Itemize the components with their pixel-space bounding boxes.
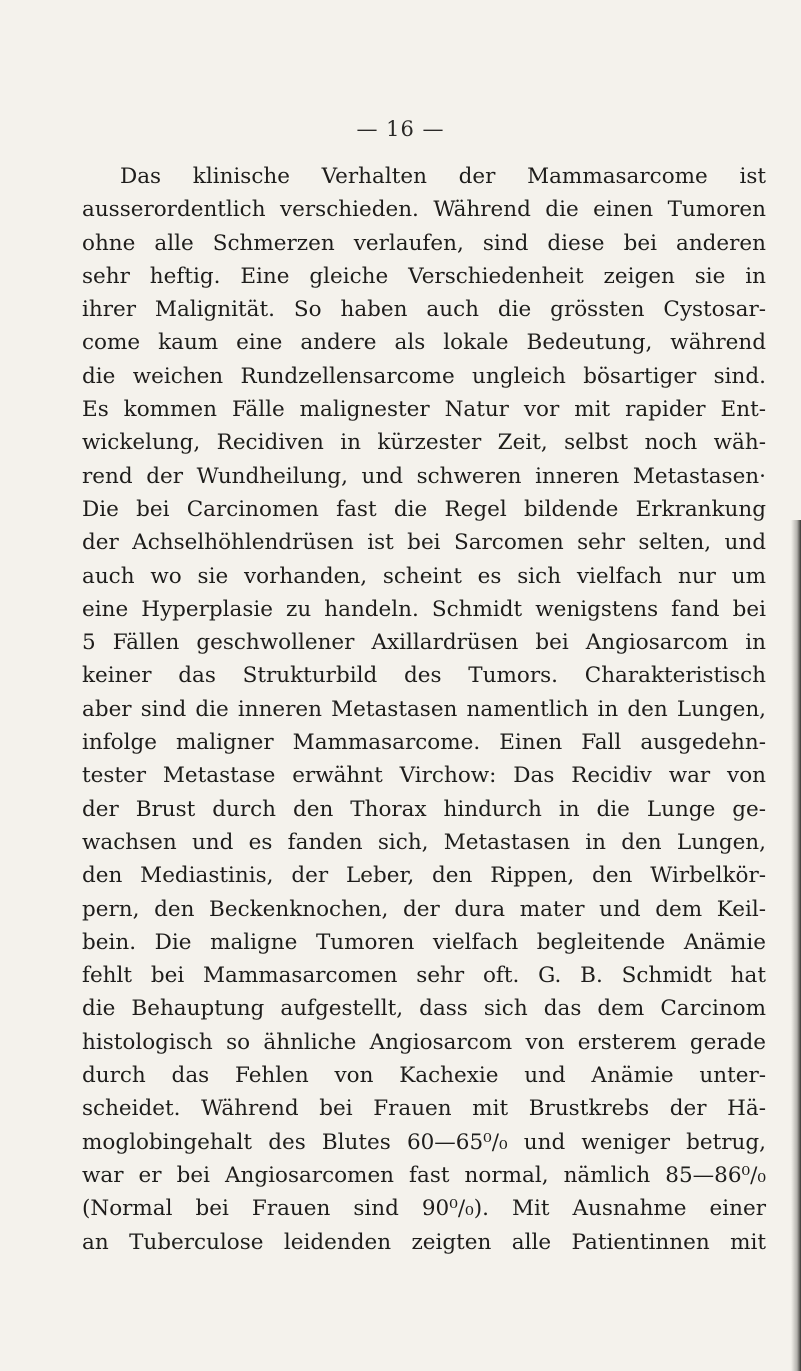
text-line: infolge maligner Mammasarcome. Einen Fall ausgedehn- [82, 730, 766, 756]
page-number: — 16 — [356, 117, 445, 141]
text-line: histologisch so ähnliche Angiosarcom von ersterem gerade [82, 1029, 766, 1055]
text-line: bein. Die maligne Tumoren vielfach begleitende Anämie [82, 929, 766, 955]
text-line: 5 Fällen geschwollener Axillardrüsen bei Angiosarcom in [82, 630, 766, 656]
text-line: pern, den Beckenknochen, der dura mater und dem Keil- [82, 896, 766, 922]
text-line: ohne alle Schmerzen verlaufen, sind diese bei anderen [82, 230, 766, 256]
text-line: die Behauptung aufgestellt, dass sich das dem Carcinom [82, 996, 766, 1022]
text-line: wickelung, Recidiven in kürzester Zeit, selbst noch wäh- [82, 430, 766, 456]
text-line: sehr heftig. Eine gleiche Verschiedenheit zeigen sie in [82, 263, 766, 289]
text-line: fehlt bei Mammasarcomen sehr oft. G. B. Schmidt hat [82, 963, 766, 989]
text-line: ausserordentlich verschieden. Während die einen Tumoren [82, 197, 766, 223]
text-line: auch wo sie vorhanden, scheint es sich vielfach nur um [82, 563, 766, 589]
text-line: eine Hyperplasie zu handeln. Schmidt wenigstens fand bei [82, 596, 766, 622]
text-line: scheidet. Während bei Frauen mit Brustkrebs der Hä- [82, 1096, 766, 1122]
text-line: der Achselhöhlendrüsen ist bei Sarcomen sehr selten, und [82, 530, 766, 556]
text-line: den Mediastinis, der Leber, den Rippen, den Wirbelkör- [82, 863, 766, 889]
scan-shadow-edge [791, 520, 801, 1371]
text-line: Die bei Carcinomen fast die Regel bildende Erkrankung [82, 496, 766, 522]
text-line: tester Metastase erwähnt Virchow: Das Recidiv war von [82, 763, 766, 789]
text-line: an Tuberculose leidenden zeigten alle Patientinnen mit [82, 1229, 766, 1255]
text-line: rend der Wundheilung, und schweren inneren Metastasen· [82, 463, 766, 489]
text-line: (Normal bei Frauen sind 90⁰/₀). Mit Ausnahme einer [82, 1196, 766, 1222]
text-line: Es kommen Fälle malignester Natur vor mit rapider Ent- [82, 397, 766, 423]
text-line: Das klinische Verhalten der Mammasarcome ist [120, 164, 766, 189]
text-line: moglobingehalt des Blutes 60—65⁰/₀ und weniger betrug, [82, 1129, 766, 1155]
body-paragraph [82, 160, 766, 1259]
text-line: come kaum eine andere als lokale Bedeutung, während [82, 330, 766, 356]
text-line: die weichen Rundzellensarcome ungleich bösartiger sind. [82, 363, 766, 389]
text-line: durch das Fehlen von Kachexie und Anämie unter- [82, 1063, 766, 1089]
text-line: ihrer Malignität. So haben auch die grössten Cystosar- [82, 297, 766, 323]
text-line: war er bei Angiosarcomen fast normal, nämlich 85—86⁰/₀ [82, 1162, 766, 1188]
text-line: der Brust durch den Thorax hindurch in die Lunge ge- [82, 796, 766, 822]
text-line: aber sind die inneren Metastasen namentlich in den Lungen, [82, 696, 766, 722]
text-line: keiner das Strukturbild des Tumors. Charakteristisch [82, 663, 766, 689]
text-line: wachsen und es fanden sich, Metastasen in den Lungen, [82, 829, 766, 855]
